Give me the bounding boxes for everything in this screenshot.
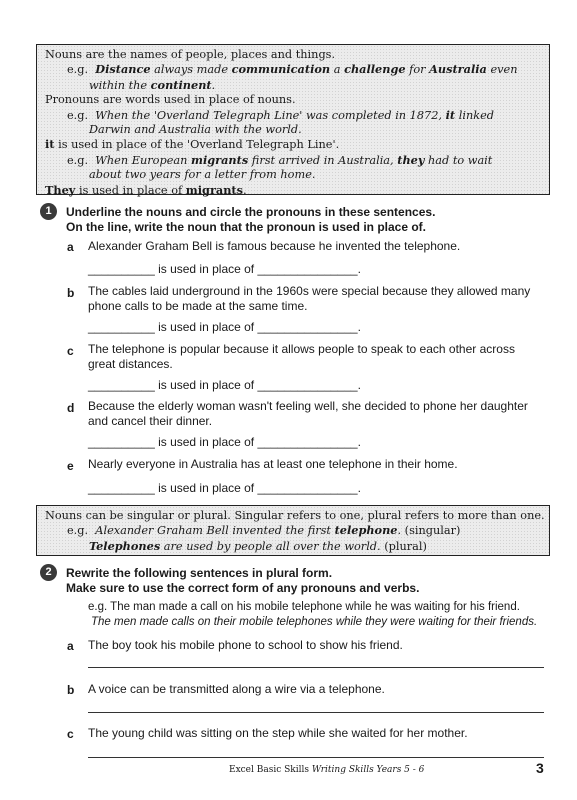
question-2-instruction: Rewrite the following sentences in plural form. Make sure to use the correct form of any pronouns and verbs. (66, 566, 420, 595)
box2-example2: Telephones are used by people all over the world. (plural) (89, 538, 427, 553)
item-1c-label: c (67, 344, 74, 358)
singular-plural-info-box (36, 505, 550, 556)
box1-example2-cont: Darwin and Australia with the world. (89, 123, 302, 137)
item-1a-text: Alexander Graham Bell is famous because he invented the telephone. (88, 239, 461, 253)
item-2b-text: A voice can be transmitted along a wire via a telephone. (88, 682, 385, 696)
box1-line2: Pronouns are words used in place of nouns. (45, 93, 296, 107)
item-1a-label: a (67, 240, 74, 254)
footer-text: Excel Basic Skills Writing Skills Years 5 - 6 (229, 765, 425, 775)
item-1e-text: Nearly everyone in Australia has at least one telephone in their home. (88, 457, 458, 471)
box1-example3-cont: about two years for a letter from home. (89, 168, 316, 182)
box1-example1-cont: within the continent. (89, 77, 216, 92)
item-1d-label: d (67, 401, 75, 415)
answer-line-1e[interactable]: __________ is used in place of _______________. (88, 481, 361, 495)
answer-line-2a[interactable] (88, 667, 544, 668)
question-2-number: 2 (40, 564, 57, 581)
question-2-example: e.g. The man made a call on his mobile telephone while he was waiting for his friend. The men made calls on their mobile telephones while they were waiting for their friends. (88, 601, 538, 628)
item-1e-label: e (67, 459, 74, 473)
box2-example1: e.g. Alexander Graham Bell invented the first telephone. (singular) (67, 523, 461, 538)
answer-line-2c[interactable] (88, 757, 544, 758)
item-2c-label: c (67, 727, 74, 741)
box1-line4: They is used in place of migrants. (45, 182, 247, 197)
item-2a-label: a (67, 639, 74, 653)
box1-line1: Nouns are the names of people, places and things. (45, 48, 336, 61)
box2-line1: Nouns can be singular or plural. Singular refers to one, plural refers to more than one. (45, 509, 545, 522)
item-2a-text: The boy took his mobile phone to school to show his friend. (88, 638, 403, 652)
box1-example1: e.g. Distance always made communication a challenge for Australia even (67, 62, 518, 77)
item-1c-text: The telephone is popular because it allows people to speak to each other across great distances. (88, 342, 515, 371)
item-1b-text: The cables laid underground in the 1960s were special because they allowed many phone calls to be made at the same time. (88, 284, 531, 313)
item-2b-label: b (67, 683, 75, 697)
item-1b-label: b (67, 286, 75, 300)
box1-example3: e.g. When European migrants first arrived in Australia, they had to wait (67, 152, 493, 167)
nouns-pronouns-info-box (36, 44, 550, 195)
page-number: 3 (536, 760, 544, 776)
box1-line3: it is used in place of the 'Overland Telegraph Line'. (45, 137, 340, 152)
item-1d-text: Because the elderly woman wasn't feeling well, she decided to phone her daughter and cancel their dinner. (88, 399, 528, 428)
item-2c-text: The young child was sitting on the step while she waited for her mother. (88, 726, 468, 740)
answer-line-1d[interactable]: __________ is used in place of _______________. (88, 435, 361, 449)
answer-line-2b[interactable] (88, 712, 544, 713)
question-1-number: 1 (40, 203, 57, 220)
answer-line-1c[interactable]: __________ is used in place of _______________. (88, 378, 361, 392)
answer-line-1b[interactable]: __________ is used in place of _______________. (88, 320, 361, 334)
question-1-instruction: Underline the nouns and circle the pronouns in these sentences. On the line, write the noun that the pronoun is used in place of. (66, 205, 436, 234)
answer-line-1a[interactable]: __________ is used in place of _______________. (88, 262, 361, 276)
box1-example2: e.g. When the 'Overland Telegraph Line' was completed in 1872, it linked (67, 107, 494, 122)
